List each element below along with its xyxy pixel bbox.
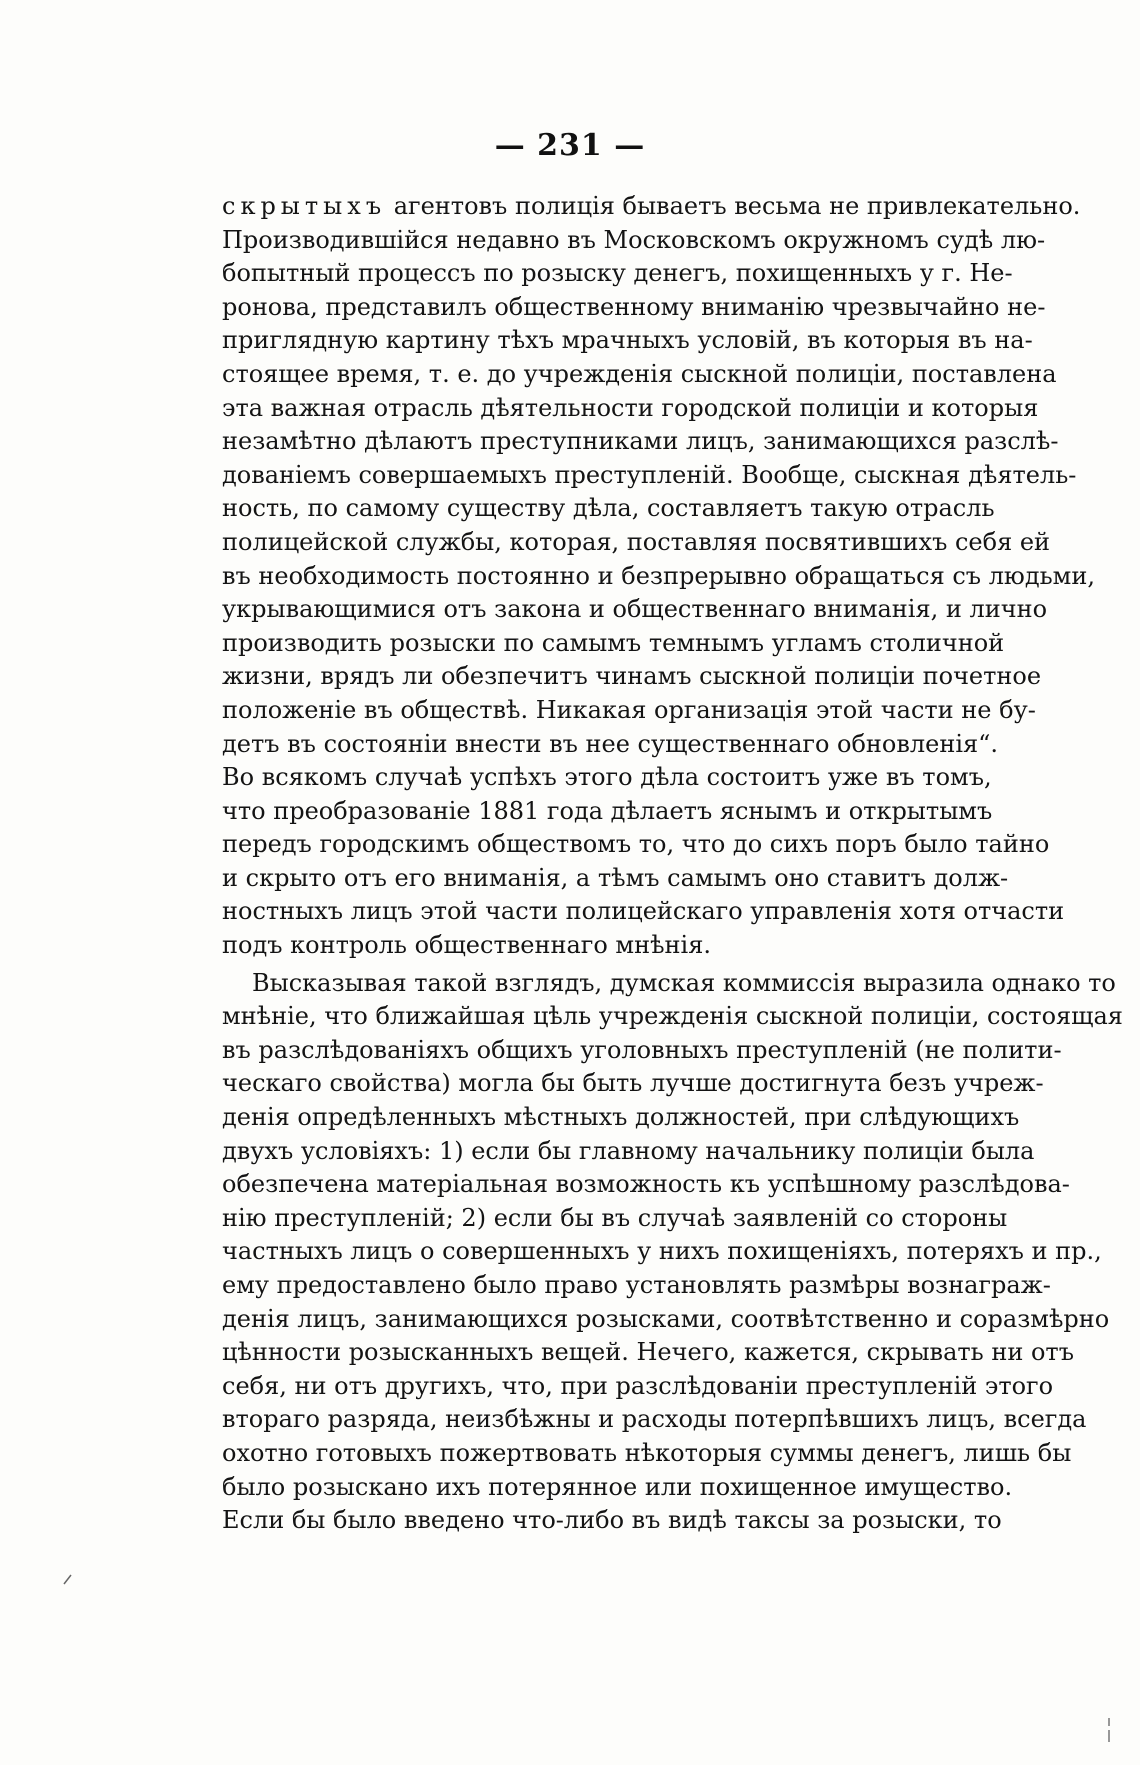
text-line: стоящее время, т. е. до учрежденія сыскной полиціи, поставлена — [222, 359, 1057, 388]
text-line: бопытный процессъ по розыску денегъ, похищенныхъ у г. Не- — [222, 259, 1013, 288]
text-line: укрывающимися отъ закона и общественнаго вниманія, и лично — [222, 595, 1048, 624]
scan-mark — [1104, 1716, 1114, 1744]
text-line: нію преступленій; 2) если бы въ случаѣ заявленій со стороны — [222, 1203, 1008, 1232]
text-line: обезпечена матеріальная возможность къ успѣшному разслѣдова- — [222, 1170, 1070, 1199]
text-line: дованіемъ совершаемыхъ преступленій. Вообще, сыскная дѣятель- — [222, 460, 1077, 489]
text-line: себя, ни отъ другихъ, что, при разслѣдованіи преступленій этого — [222, 1371, 1054, 1400]
text-line: частныхъ лицъ о совершенныхъ у нихъ похищеніяхъ, потеряхъ и пр., — [222, 1237, 1102, 1266]
text-line: положеніе въ обществѣ. Никакая организація этой части не бу- — [222, 695, 1036, 724]
text-line: охотно готовыхъ пожертвовать нѣкоторыя суммы денегъ, лишь бы — [222, 1438, 1072, 1467]
text-line: въ разслѣдованіяхъ общихъ уголовныхъ преступленій (не полити- — [222, 1035, 1062, 1064]
text-line: въ необходимость постоянно и безпрерывно обращаться съ людьми, — [222, 561, 1095, 590]
text-line: передъ городскимъ обществомъ то, что до сихъ поръ было тайно — [222, 830, 1050, 859]
text-line — [222, 190, 1081, 224]
text-line: цѣнности розысканныхъ вещей. Нечего, кажется, скрывать ни отъ — [222, 1338, 1074, 1367]
text-line: Во всякомъ случаѣ успѣхъ этого дѣла состоитъ уже въ томъ, — [222, 763, 992, 792]
text-line: эта важная отрасль дѣятельности городской полиціи и которыя — [222, 393, 1039, 422]
text-line: ческаго свойства) могла бы быть лучше достигнута безъ учреж- — [222, 1069, 1044, 1098]
text-line: Если бы было введено что-либо въ видѣ таксы за розыски, то — [222, 1506, 1002, 1535]
text-line: Производившійся недавно въ Московскомъ окружномъ судѣ лю- — [222, 225, 1046, 254]
text-line: двухъ условіяхъ: 1) если бы главному начальнику полиціи была — [222, 1136, 1035, 1165]
text-line: ность, по самому существу дѣла, составляетъ такую отрасль — [222, 494, 995, 523]
body-text — [222, 190, 1123, 1538]
text-line: детъ въ состояніи внести въ нее существеннаго обновленія“. — [222, 729, 999, 758]
text-line: ронова, представилъ общественному вниманію чрезвычайно не- — [222, 292, 1046, 321]
text-line: втораго разряда, неизбѣжны и расходы потерпѣвшихъ лицъ, всегда — [222, 1405, 1087, 1434]
spaced-word: скрытыхъ — [222, 192, 387, 220]
text-line: приглядную картину тѣхъ мрачныхъ условій, въ которыя въ на- — [222, 326, 1033, 355]
paragraph-2 — [222, 967, 1123, 1538]
text-line: ему предоставлено было право установлять размѣры вознаграж- — [222, 1271, 1051, 1299]
text-line: незамѣтно дѣлаютъ преступниками лицъ, занимающихся разслѣ- — [222, 427, 1059, 456]
text-line: Высказывая такой взглядъ, думская коммиссія выразила однако то — [252, 968, 1116, 997]
text-line: производить розыски по самымъ темнымъ угламъ столичной — [222, 628, 1005, 657]
text-line: денія опредѣленныхъ мѣстныхъ должностей, при слѣдующихъ — [222, 1103, 1020, 1132]
text-line: было розыскано ихъ потерянное или похищенное имущество. — [222, 1472, 1013, 1501]
text-line: и скрыто отъ его вниманія, а тѣмъ самымъ оно ставитъ долж- — [222, 863, 1009, 892]
text-line: денія лицъ, занимающихся розысками, соотвѣтственно и соразмѣрно — [222, 1304, 1110, 1333]
line-rest: агентовъ полиція бываетъ весьма не привлекательно. — [386, 192, 1081, 220]
text-line: мнѣніе, что ближайшая цѣль учрежденія сыскной полиціи, состоящая — [222, 1002, 1123, 1031]
text-line: полицейской службы, которая, поставляя посвятившихъ себя ей — [222, 527, 1051, 556]
text-line: жизни, врядъ ли обезпечитъ чинамъ сыскной полиціи почетное — [222, 662, 1042, 691]
text-line: что преобразованіе 1881 года дѣлаетъ яснымъ и открытымъ — [222, 796, 993, 825]
text-line: ностныхъ лицъ этой части полицейскаго управленія хотя отчасти — [222, 897, 1065, 926]
paragraph-1 — [222, 190, 1095, 963]
text-line: подъ контроль общественнаго мнѣнія. — [222, 931, 711, 960]
page-number: — 231 — — [494, 128, 646, 163]
scan-mark — [62, 1572, 74, 1586]
